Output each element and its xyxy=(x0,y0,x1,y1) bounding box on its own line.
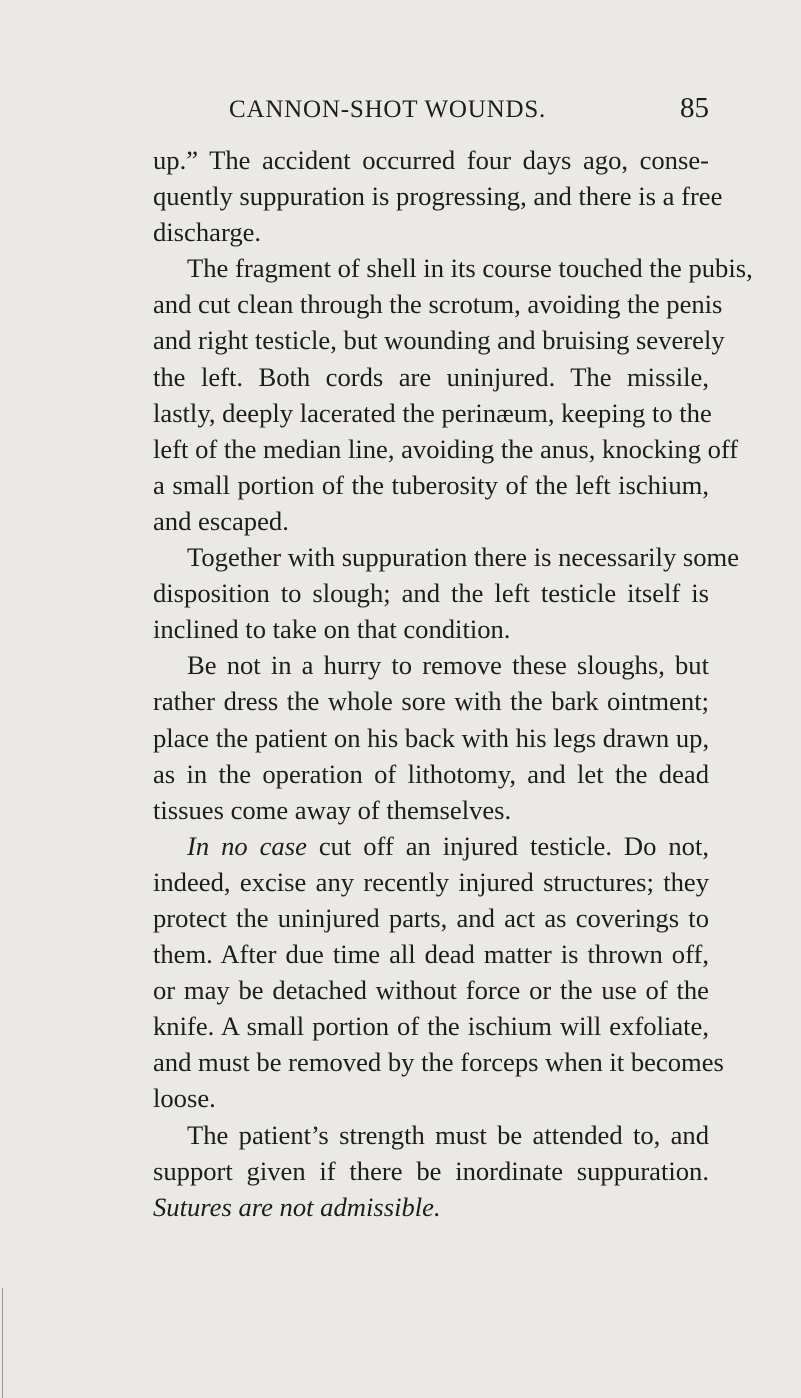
text-line: them. After due time all dead matter is thrown off, xyxy=(153,939,709,970)
text-line: knife. A small portion of the ischium will exfoliate, xyxy=(153,1011,709,1042)
text-line: a small portion of the tuberosity of the left ischium, xyxy=(153,469,709,500)
text-line: protect the uninjured parts, and act as coverings to xyxy=(153,902,709,933)
text-line: disposition to slough; and the left testicle itself is xyxy=(153,578,709,609)
text-line: left of the median line, avoiding the anus, knocking off xyxy=(153,433,739,464)
text-line: up.” The accident occurred four days ago, conse- xyxy=(153,145,709,175)
text-line: place the patient on his back with his legs drawn up, xyxy=(153,722,710,753)
page-edge-mark xyxy=(2,1288,3,1398)
text-line: quently suppuration is progressing, and there is a free xyxy=(153,181,723,212)
text-line: and must be removed by the forceps when it becomes xyxy=(153,1047,724,1078)
text-run: cut off an injured testicle. Do not, xyxy=(306,830,709,861)
paragraph-start-line: Together with suppuration there is necessarily some xyxy=(187,542,740,573)
text-line: inclined to take on that condition. xyxy=(153,614,511,645)
running-title: CANNON-SHOT WOUNDS. xyxy=(229,96,547,123)
body-text xyxy=(153,142,753,1225)
text-line: tissues come away of themselves. xyxy=(153,794,512,825)
paragraph-start-line: The patient’s strength must be attended to, and xyxy=(187,1119,709,1150)
text-line: rather dress the whole sore with the bark ointment; xyxy=(153,686,709,717)
paragraph-start-line: Be not in a hurry to remove these sloughs, but xyxy=(187,650,709,681)
text-line: and escaped. xyxy=(153,505,289,536)
running-header xyxy=(229,88,709,128)
text-line: loose. xyxy=(153,1083,216,1114)
text-line: and cut clean through the scrotum, avoiding the penis xyxy=(153,289,723,320)
text-line: support given if there be inordinate suppuration. xyxy=(153,1155,709,1186)
paragraph-start-line xyxy=(153,828,709,864)
text-line: as in the operation of lithotomy, and let the dead xyxy=(153,758,709,789)
emphasis-line: Sutures are not admissible. xyxy=(153,1191,441,1222)
paragraph-start-line: The fragment of shell in its course touched the pubis, xyxy=(187,253,753,284)
text-line: discharge. xyxy=(153,217,262,248)
text-line: or may be detached without force or the use of the xyxy=(153,975,709,1006)
page-number: 85 xyxy=(680,92,709,124)
text-line: indeed, excise any recently injured structures; they xyxy=(153,866,709,897)
text-line: and right testicle, but wounding and bruising severely xyxy=(153,325,725,356)
text-line: the left. Both cords are uninjured. The missile, xyxy=(153,361,709,392)
text-line: lastly, deeply lacerated the perinæum, keeping to the xyxy=(153,397,712,428)
emphasis-text: In no case xyxy=(187,830,307,861)
